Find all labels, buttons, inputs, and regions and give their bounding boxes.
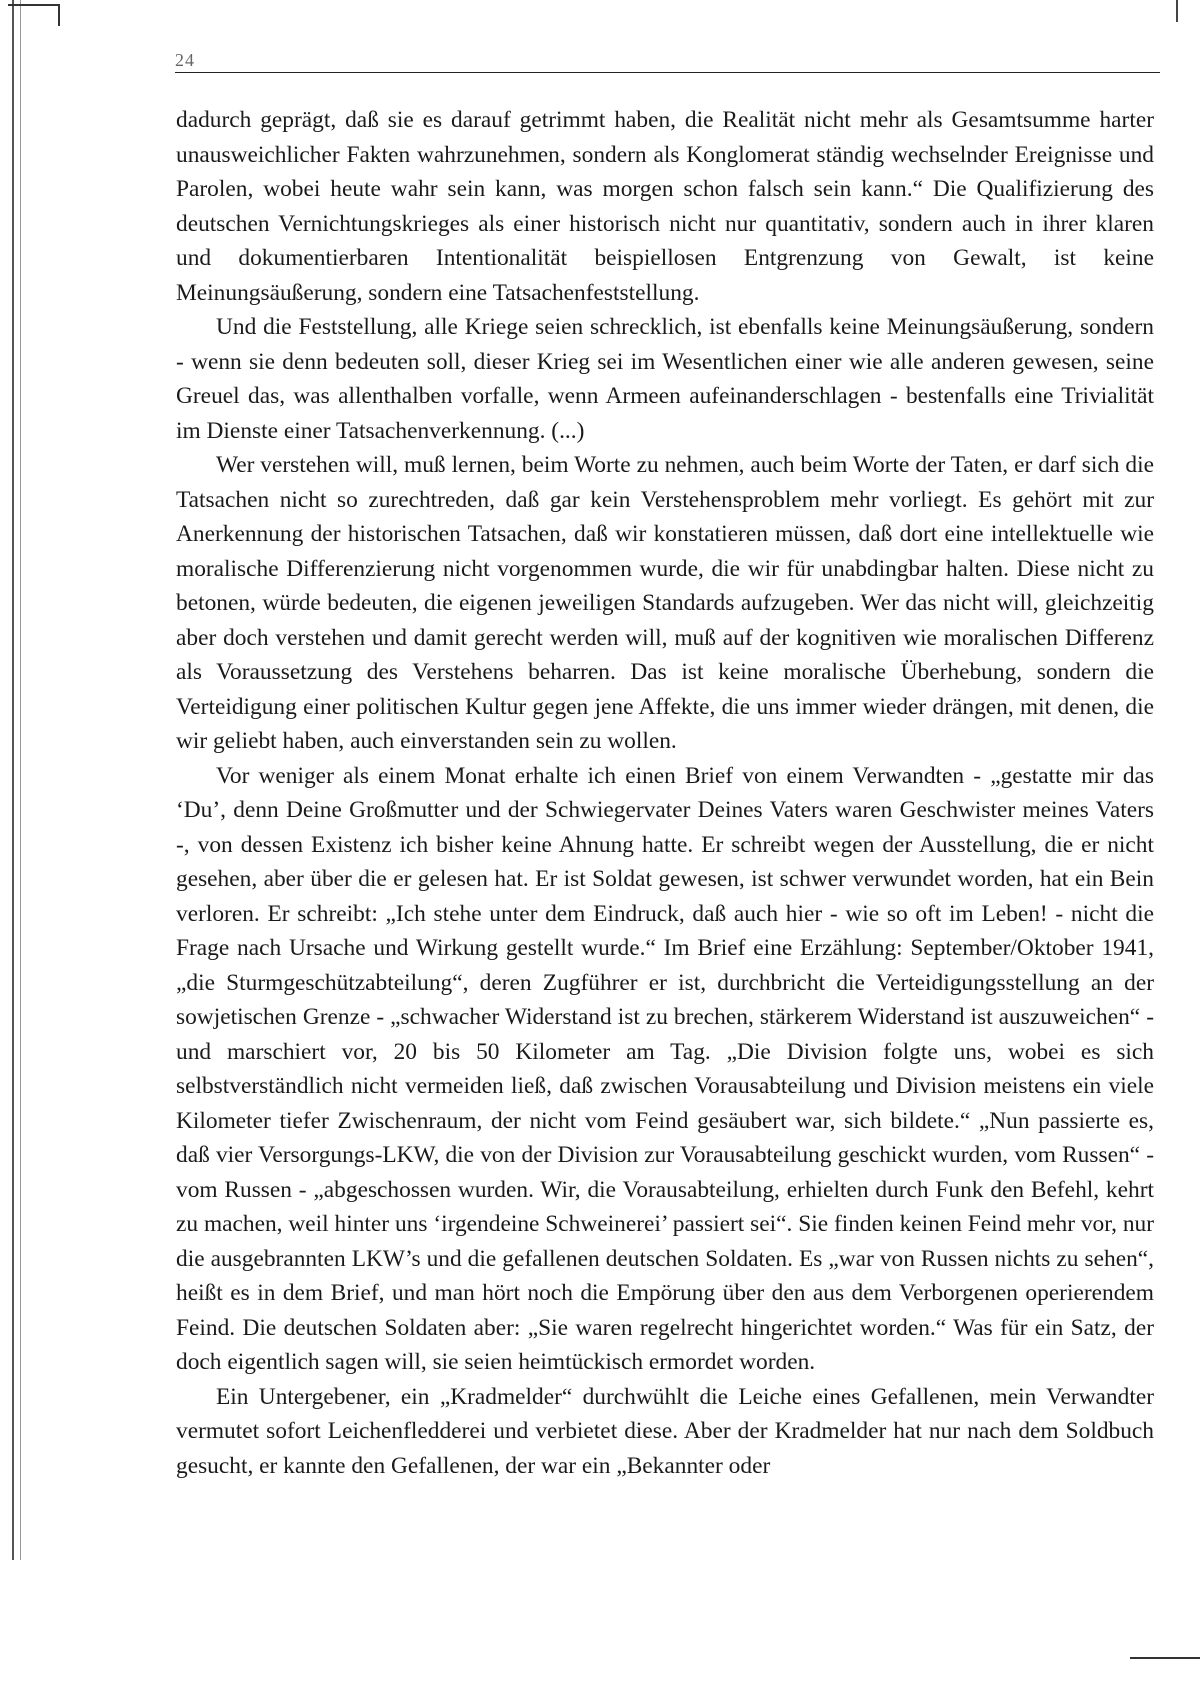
paragraph-4: Vor weniger als einem Monat erhalte ich einen Brief von einem Verwandten - „gestatte mir das ‘Du’, denn Deine Großmutter und der Schwiegervater Deines Vaters waren Geschwister meines Vaters -, von dessen Existenz ich bisher keine Ahnung hatte. Er schreibt wegen der Ausstellung, die er nicht gesehen, aber über die er gelesen hat. Er ist Soldat gewesen, ist schwer verwundet worden, hat ein Bein verloren. Er schreibt: „Ich stehe unter dem Eindruck, daß auch hier - wie so oft im Leben! - nicht die Frage nach Ursache und Wirkung gestellt wurde.“ Im Brief eine Erzählung: September/Oktober 1941, „die Sturmgeschützabteilung“, deren Zugführer er ist, durchbricht die Verteidigungsstellung an der sowjetischen Grenze - „schwacher Widerstand ist zu brechen, stärkerem Widerstand ist auszuweichen“ - und marschiert vor, 20 bis 50 Kilometer am Tag. „Die Division folgte uns, wobei es sich selbstverständlich nicht vermeiden ließ, daß zwischen Vorausabteilung und Division meistens ein viele Kilometer tiefer Zwischenraum, der nicht vom Feind gesäubert war, sich bildete.“ „Nun passierte es, daß vier Versorgungs-LKW, die von der Division zur Vorausabteilung geschickt wurden, vom Russen“ - vom Russen - „abgeschossen wurden. Wir, die Vorausabteilung, erhielten durch Funk den Befehl, kehrt zu machen, weil hinter uns ‘irgendeine Schweinerei’ passiert sei“. Sie finden keinen Feind mehr vor, nur die ausgebrannten LKW’s und die gefallenen deutschen Soldaten. Es „war von Russen nichts zu sehen“, heißt es in dem Brief, und man hört noch die Empörung über den aus dem Verborgenen operierendem Feind. Die deutschen Soldaten aber: „Sie waren regelrecht hingerichtet worden.“ Was für ein Satz, der doch eigentlich sagen will, sie seien heimtückisch ermordet worden.	[176, 762, 1154, 1375]
page-number: 24	[175, 50, 195, 70]
scan-corner-mark	[8, 4, 60, 6]
paragraph-1: dadurch geprägt, daß sie es darauf getrimmt haben, die Realität nicht mehr als Gesamtsumme harter unausweichlicher Fakten wahrzunehmen, sondern als Konglomerat ständig wechselnder Ereignisse und Parolen, wobei heute wahr sein kann, was morgen schon falsch sein kann.“ Die Qualifizierung des deutschen Vernichtungskrieges als einer historisch nicht nur quantitativ, sondern auch in ihrer klaren und dokumentierbaren Intentionalität beispiellosen Entgrenzung von Gewalt, ist keine Meinungsäußerung, sondern eine Tatsachenfeststellung.	[176, 107, 1154, 306]
scan-bottom-mark	[1130, 1657, 1200, 1659]
paragraph-3: Wer verstehen will, muß lernen, beim Worte zu nehmen, auch beim Worte der Taten, er darf sich die Tatsachen nicht so zurechtreden, daß gar kein Verstehensproblem mehr vorliegt. Es gehört mit zur Anerkennung der historischen Tatsachen, daß wir konstatieren müssen, daß dort eine intellektuelle wie moralische Differenzierung nicht vorgenommen wurde, die wir für unabdingbar halten. Diese nicht zu betonen, würde bedeuten, die eigenen jeweiligen Standards aufzugeben. Wer das nicht will, gleichzeitig aber doch verstehen und damit gerecht werden will, muß auf der kognitiven wie moralischen Differenz als Voraussetzung des Verstehens beharren. Das ist keine moralische Überhebung, sondern die Verteidigung einer politischen Kultur gegen jene Affekte, die uns immer wieder drängen, mit denen, die wir geliebt haben, auch einverstanden sein zu wollen.	[176, 452, 1154, 754]
paragraph-5: Ein Untergebener, ein „Kradmelder“ durchwühlt die Leiche eines Gefallenen, mein Verwandter vermutet sofort Leichenfledderei und verbietet diese. Aber der Kradmelder hat nur nach dem Soldbuch gesucht, er kannte den Gefallenen, der war ein „Bekannter oder	[176, 1383, 1154, 1479]
scan-corner-mark-vertical	[58, 4, 60, 26]
scan-left-edge	[12, 0, 21, 1560]
text-body	[176, 103, 1154, 1483]
paragraph-2: Und die Feststellung, alle Kriege seien schrecklich, ist ebenfalls keine Meinungsäußerung, sondern - wenn sie denn bedeuten soll, dieser Krieg sei im Wesentlichen einer wie alle anderen gewesen, seine Greuel das, was allenthalben vorfalle, wenn Armeen aufeinanderschlagen - bestenfalls eine Trivialität im Dienste einer Tatsachenverkennung. (...)	[176, 314, 1154, 444]
scan-right-mark	[1176, 0, 1178, 22]
page-header	[175, 50, 1160, 73]
